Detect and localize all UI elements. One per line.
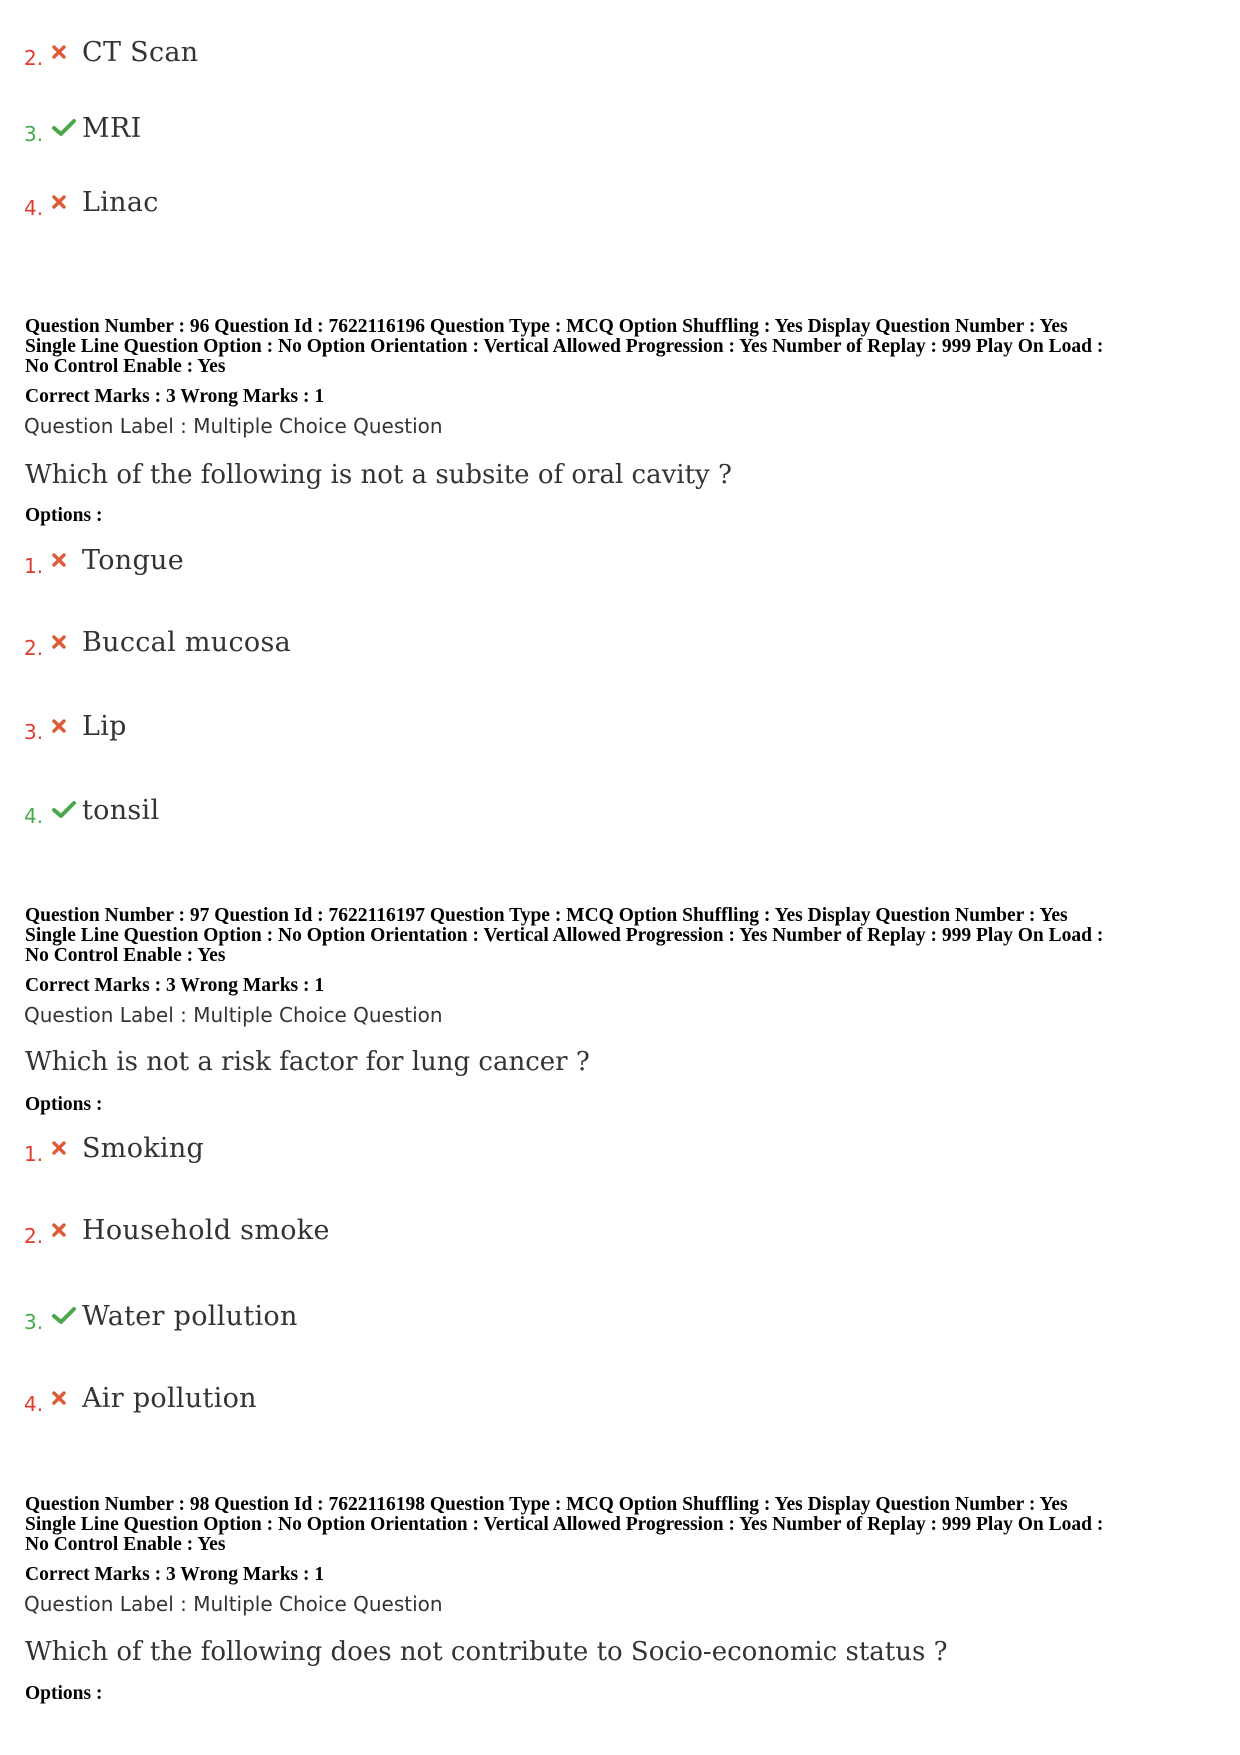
question-meta bbox=[25, 317, 1225, 377]
option-text: CT Scan bbox=[82, 36, 199, 68]
option-text: Air pollution bbox=[82, 1382, 257, 1414]
option-text: Water pollution bbox=[82, 1300, 298, 1332]
option-row bbox=[24, 622, 291, 662]
option-number: 3. bbox=[24, 720, 44, 744]
option-row bbox=[24, 1128, 204, 1168]
option-row bbox=[24, 1378, 257, 1418]
question-label: Question Label : Multiple Choice Question bbox=[24, 414, 443, 438]
option-number: 1. bbox=[24, 1142, 44, 1166]
meta-line: No Control Enable : Yes bbox=[25, 356, 226, 377]
cross-icon bbox=[52, 719, 82, 733]
option-number: 4. bbox=[24, 196, 44, 220]
option-text: Lip bbox=[82, 710, 127, 742]
options-label: Options : bbox=[25, 505, 103, 526]
question-marks: Correct Marks : 3 Wrong Marks : 1 bbox=[25, 975, 325, 996]
option-text: Smoking bbox=[82, 1132, 205, 1164]
option-number: 3. bbox=[24, 122, 44, 146]
meta-line: No Control Enable : Yes bbox=[25, 945, 226, 966]
question-marks: Correct Marks : 3 Wrong Marks : 1 bbox=[25, 1564, 325, 1585]
option-number: 4. bbox=[24, 1392, 44, 1416]
option-row bbox=[24, 540, 184, 580]
question-label: Question Label : Multiple Choice Question bbox=[24, 1003, 443, 1027]
option-row bbox=[24, 108, 142, 148]
meta-line: Single Line Question Option : No Option Orientation : Vertical Allowed Progression : Yes Number of Replay : 999 Play On Load : bbox=[25, 925, 1104, 946]
cross-icon bbox=[52, 1223, 82, 1237]
option-row bbox=[24, 32, 198, 72]
options-label: Options : bbox=[25, 1094, 103, 1115]
option-text: tonsil bbox=[82, 794, 160, 826]
option-text: MRI bbox=[82, 112, 142, 144]
meta-line: Single Line Question Option : No Option Orientation : Vertical Allowed Progression : Yes Number of Replay : 999 Play On Load : bbox=[25, 1514, 1104, 1535]
meta-line: Single Line Question Option : No Option Orientation : Vertical Allowed Progression : Yes Number of Replay : 999 Play On Load : bbox=[25, 336, 1104, 357]
question-label: Question Label : Multiple Choice Question bbox=[24, 1592, 443, 1616]
question-meta bbox=[25, 1495, 1225, 1555]
meta-line: Question Number : 97 Question Id : 7622116197 Question Type : MCQ Option Shuffling : Yes Display Question Number : Yes bbox=[25, 905, 1068, 926]
option-text: Tongue bbox=[82, 544, 185, 576]
option-row bbox=[24, 182, 159, 222]
option-row bbox=[24, 1210, 330, 1250]
option-number: 3. bbox=[24, 1310, 44, 1334]
question-meta bbox=[25, 906, 1225, 966]
option-number: 1. bbox=[24, 554, 44, 578]
check-icon bbox=[52, 801, 82, 819]
option-number: 2. bbox=[24, 636, 44, 660]
cross-icon bbox=[52, 1391, 82, 1405]
cross-icon bbox=[52, 635, 82, 649]
option-row bbox=[24, 1296, 298, 1336]
option-text: Linac bbox=[82, 186, 159, 218]
option-row bbox=[24, 790, 159, 830]
option-text: Household smoke bbox=[82, 1214, 330, 1246]
options-label: Options : bbox=[25, 1683, 103, 1704]
option-row bbox=[24, 706, 127, 746]
option-number: 4. bbox=[24, 804, 44, 828]
cross-icon bbox=[52, 553, 82, 567]
meta-line: Question Number : 96 Question Id : 7622116196 Question Type : MCQ Option Shuffling : Yes Display Question Number : Yes bbox=[25, 316, 1068, 337]
cross-icon bbox=[52, 45, 82, 59]
meta-line: Question Number : 98 Question Id : 7622116198 Question Type : MCQ Option Shuffling : Yes Display Question Number : Yes bbox=[25, 1494, 1068, 1515]
option-number: 2. bbox=[24, 1224, 44, 1248]
check-icon bbox=[52, 119, 82, 137]
option-number: 2. bbox=[24, 46, 44, 70]
cross-icon bbox=[52, 1141, 82, 1155]
meta-line: No Control Enable : Yes bbox=[25, 1534, 226, 1555]
cross-icon bbox=[52, 195, 82, 209]
option-text: Buccal mucosa bbox=[82, 626, 292, 658]
check-icon bbox=[52, 1307, 82, 1325]
question-text: Which of the following does not contribute to Socio-economic status ? bbox=[25, 1637, 948, 1667]
question-text: Which is not a risk factor for lung cancer ? bbox=[25, 1047, 590, 1077]
question-marks: Correct Marks : 3 Wrong Marks : 1 bbox=[25, 386, 325, 407]
question-text: Which of the following is not a subsite of oral cavity ? bbox=[25, 460, 732, 490]
